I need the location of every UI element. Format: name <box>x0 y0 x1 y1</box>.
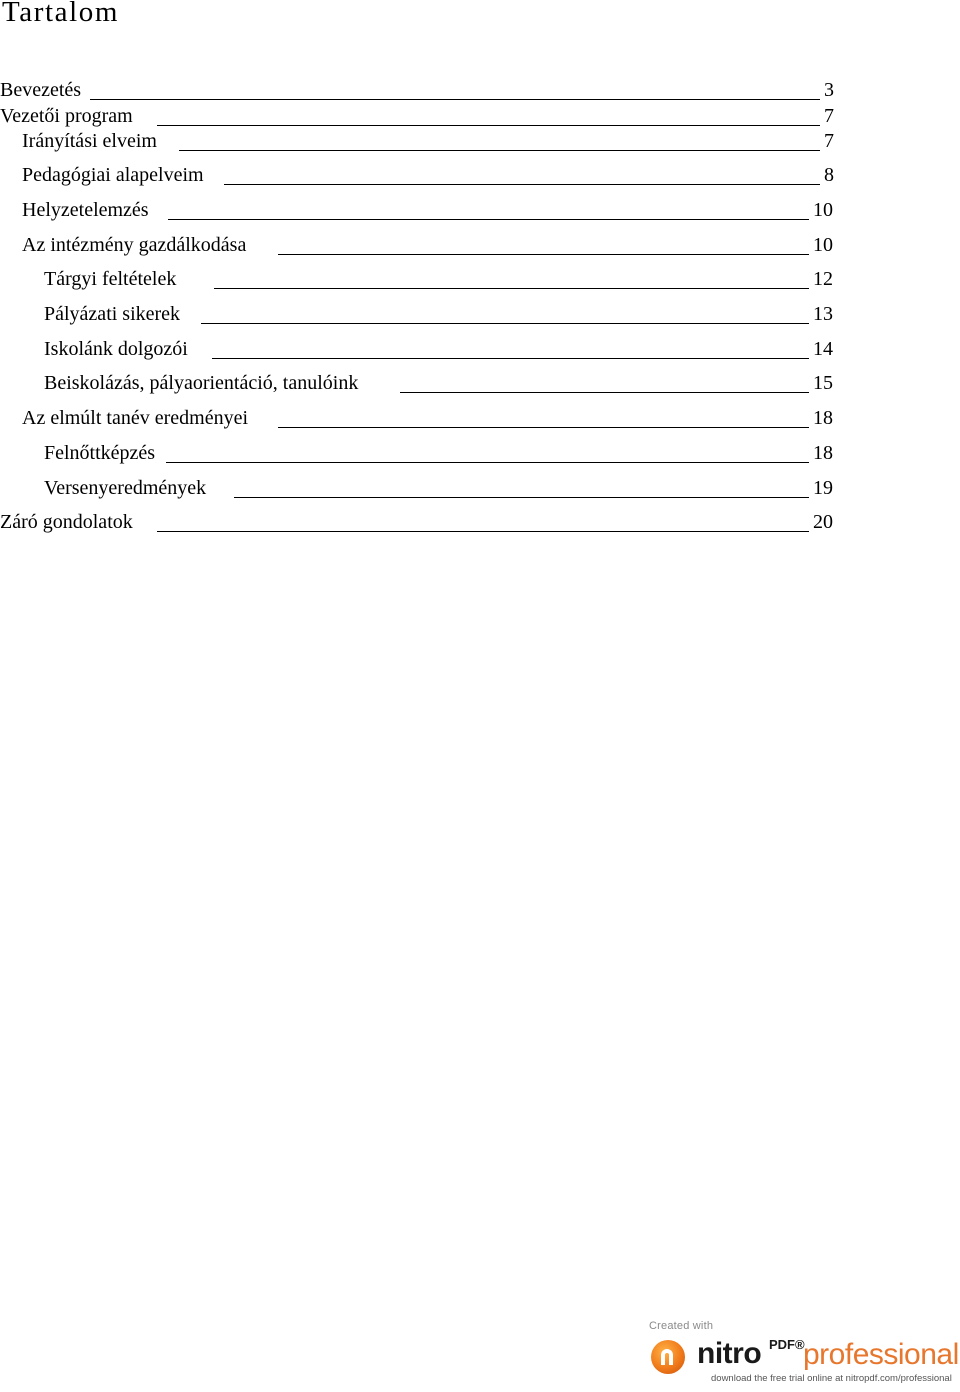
toc-entry-label: Az intézmény gazdálkodása <box>22 234 247 256</box>
toc-entry-label: Versenyeredmények <box>44 477 207 499</box>
toc-entry-page: 18 <box>813 442 833 464</box>
nitro-created-with: Created with <box>649 1320 714 1332</box>
toc-entry-page: 7 <box>824 105 834 127</box>
toc-entry-page: 3 <box>824 79 834 101</box>
toc-entry-page: 13 <box>813 303 833 325</box>
toc-entry-label: Pályázati sikerek <box>44 303 181 325</box>
toc-entry[interactable] <box>22 405 840 431</box>
toc-entry-label: Felnőttképzés <box>44 442 156 464</box>
toc-entry[interactable] <box>0 509 840 535</box>
toc-entry-page: 14 <box>813 338 833 360</box>
toc-entry[interactable] <box>44 475 840 501</box>
nitro-download-link[interactable]: download the free trial online at nitropdf.com/professional <box>711 1373 952 1384</box>
toc-entry[interactable] <box>0 103 840 129</box>
toc-leader-line <box>166 462 809 463</box>
toc-leader-line <box>278 427 809 428</box>
toc-leader-line <box>400 392 809 393</box>
toc-leader-line <box>234 497 809 498</box>
toc-entry-label: Az elmúlt tanév eredményei <box>22 407 249 429</box>
toc-entry-page: 7 <box>824 130 834 152</box>
toc-entry-page: 10 <box>813 199 833 221</box>
nitro-product: professional <box>803 1338 959 1371</box>
toc-entry-page: 8 <box>824 164 834 186</box>
toc-entry-page: 15 <box>813 372 833 394</box>
toc-entry-page: 12 <box>813 268 833 290</box>
toc-entry-page: 18 <box>813 407 833 429</box>
nitro-brand: nitro <box>697 1337 762 1370</box>
toc-entry[interactable] <box>44 440 840 466</box>
toc-entry[interactable] <box>44 370 840 396</box>
toc-entry[interactable] <box>44 266 840 292</box>
toc-leader-line <box>224 184 820 185</box>
toc-entry[interactable] <box>22 197 840 223</box>
toc-leader-line <box>90 99 820 100</box>
toc-entry-label: Bevezetés <box>0 79 82 101</box>
toc-entry[interactable] <box>22 128 840 154</box>
toc-entry[interactable] <box>44 301 840 327</box>
toc-entry-label: Helyzetelemzés <box>22 199 149 221</box>
toc-entry-label: Iskolánk dolgozói <box>44 338 188 360</box>
toc-entry-label: Vezetői program <box>0 105 133 127</box>
toc-entry[interactable] <box>44 336 840 362</box>
toc-entry-page: 20 <box>813 511 833 533</box>
toc-entry[interactable] <box>22 232 840 258</box>
toc-leader-line <box>214 288 809 289</box>
toc-entry-page: 10 <box>813 234 833 256</box>
nitro-logo-icon <box>651 1340 685 1374</box>
toc-entry-label: Tárgyi feltételek <box>44 268 177 290</box>
toc-leader-line <box>212 358 809 359</box>
nitro-badge[interactable] <box>645 1318 957 1388</box>
toc-entry[interactable] <box>0 77 840 103</box>
page-title: Tartalom <box>2 0 120 28</box>
toc-entry-label: Beiskolázás, pályaorientáció, tanulóink <box>44 372 359 394</box>
toc-leader-line <box>278 254 809 255</box>
toc-entry[interactable] <box>22 162 840 188</box>
toc-leader-line <box>168 219 809 220</box>
table-of-contents <box>0 0 960 560</box>
toc-leader-line <box>201 323 809 324</box>
nitro-brand-superscript: PDF® <box>769 1337 805 1352</box>
toc-leader-line <box>179 150 820 151</box>
toc-entry-label: Pedagógiai alapelveim <box>22 164 204 186</box>
toc-leader-line <box>157 125 820 126</box>
toc-entry-label: Záró gondolatok <box>0 511 133 533</box>
toc-entry-page: 19 <box>813 477 833 499</box>
toc-entry-label: Irányítási elveim <box>22 130 157 152</box>
toc-leader-line <box>157 531 809 532</box>
